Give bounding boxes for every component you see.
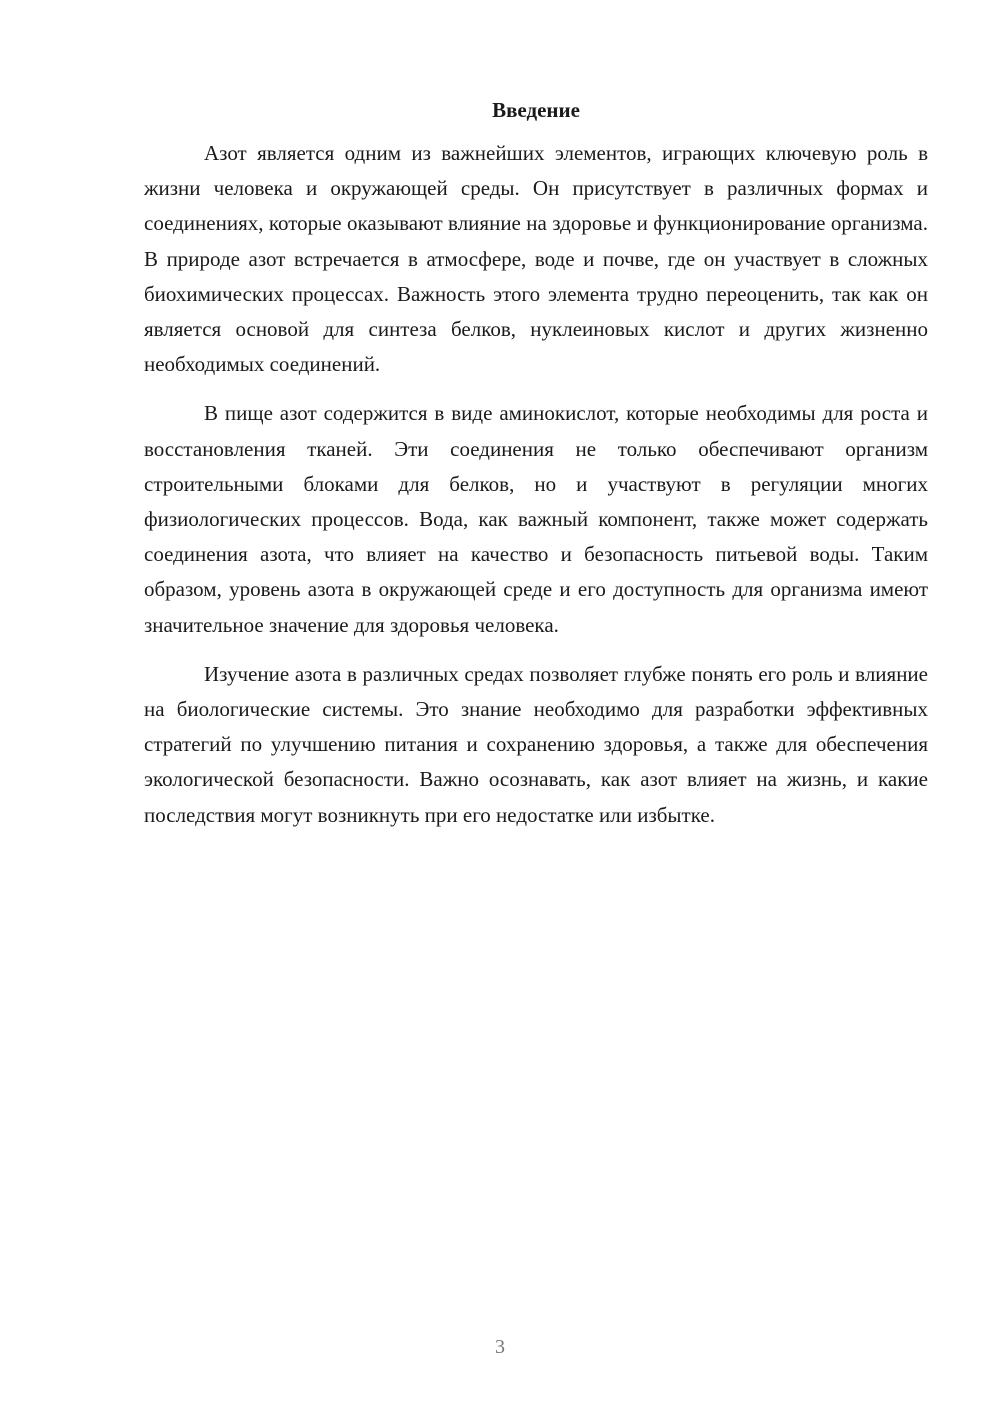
page-number: 3: [495, 1336, 505, 1358]
paragraph-3: Изучение азота в различных средах позволяет глубже понять его роль и влияние на биологические системы. Это знание необходимо для разработки эффективных стратегий по улучшению питания и сохранению здоровья, а также для обеспечения экологической безопасности. Важно осознавать, как азот влияет на жизнь, и какие последствия могут возникнуть при его недостатке или избытке.: [144, 661, 928, 827]
paragraph-1: Азот является одним из важнейших элементов, играющих ключевую роль в жизни человека и окружающей среды. Он присутствует в различных формах и соединениях, которые оказывают влияние на здоровье и функционирование организма. В природе азот встречается в атмосфере, воде и почве, где он участвует в сложных биохимических процессах. Важность этого элемента трудно переоценить, так как он является основой для синтеза белков, нуклеиновых кислот и других жизненно необходимых соединений.: [144, 141, 928, 377]
page-content: [144, 92, 928, 847]
section-heading: Введение: [492, 98, 580, 122]
paragraph-2: В пище азот содержится в виде аминокислот, которые необходимы для роста и восстановления тканей. Эти соединения не только обеспечивают организм строительными блоками для белков, но и участвуют в регуляции многих физиологических процессов. Вода, как важный компонент, также может содержать соединения азота, что влияет на качество и безопасность питьевой воды. Таким образом, уровень азота в окружающей среде и его доступность для организма имеют значительное значение для здоровья человека.: [144, 401, 928, 637]
